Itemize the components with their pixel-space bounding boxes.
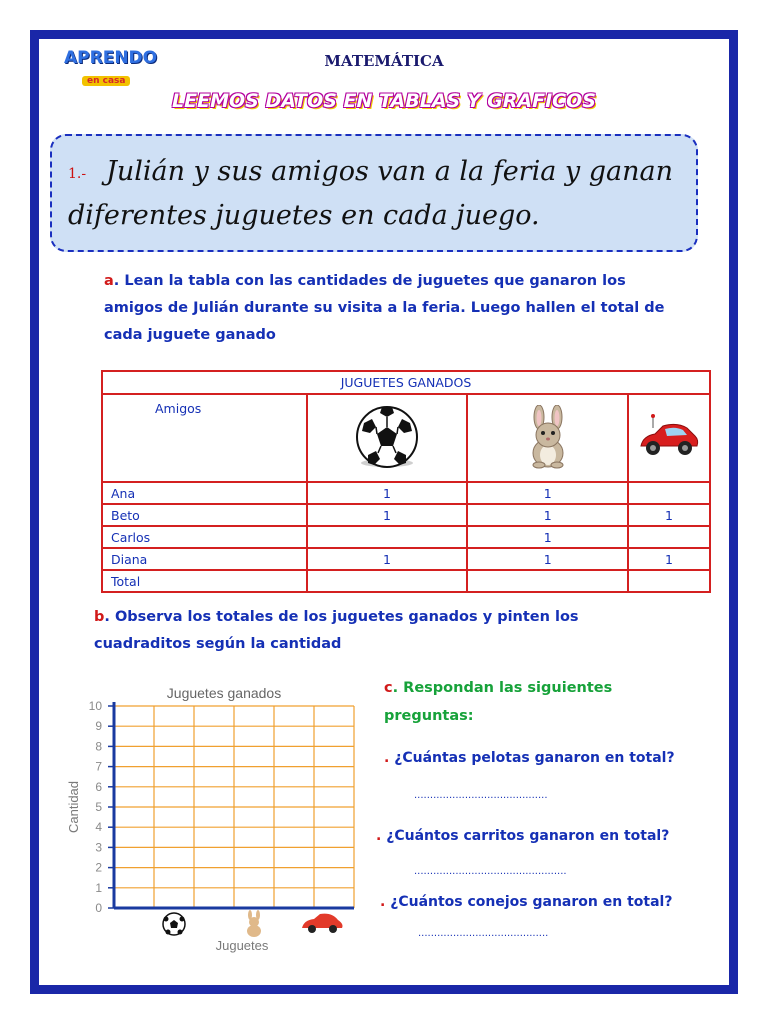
friend-name: Diana (102, 548, 307, 570)
rabbit-icon (523, 405, 573, 469)
question-bullet: . (384, 750, 390, 766)
column-ball (307, 394, 468, 482)
car-count (628, 482, 710, 504)
part-b-text: . Observa los totales de los juguetes ganados y pinten los cuadraditos según la cantidad (94, 609, 579, 652)
answer-blank-rabbits[interactable]: ......................................... (418, 928, 549, 939)
logo-title: APRENDO (64, 48, 158, 68)
rabbit-count: 1 (467, 504, 628, 526)
table-row (102, 504, 710, 526)
column-rabbit (467, 394, 628, 482)
rabbit-count: 1 (467, 548, 628, 570)
question-rabbits (380, 894, 672, 910)
ball-count (307, 526, 468, 548)
question-text: ¿Cuántos carritos ganaron en total? (386, 828, 670, 844)
ball-icon (352, 405, 422, 469)
question-bullet: . (380, 894, 386, 910)
rabbit-count: 1 (467, 526, 628, 548)
toys-bar-chart (64, 684, 364, 956)
y-tick-label: 8 (95, 739, 102, 754)
chart-title: Juguetes ganados (166, 685, 282, 701)
ball-count: 1 (307, 482, 468, 504)
ball-total-cell[interactable] (307, 570, 468, 592)
problem-box (50, 134, 698, 252)
y-tick-label: 10 (88, 699, 102, 713)
y-tick-label: 0 (95, 901, 102, 915)
question-bullet: . (376, 828, 382, 844)
x-axis-label: Juguetes (215, 938, 269, 953)
car-icon (637, 412, 701, 462)
y-tick-label: 4 (95, 820, 102, 835)
y-tick-label: 3 (95, 840, 102, 855)
problem-number: 1.- (68, 166, 87, 182)
y-tick-label: 6 (95, 779, 102, 794)
car-count: 1 (628, 548, 710, 570)
y-tick-label: 2 (95, 860, 102, 875)
car-count (628, 526, 710, 548)
y-tick-label: 7 (95, 759, 102, 774)
total-label: Total (102, 570, 307, 592)
y-tick-label: 9 (95, 719, 102, 734)
x-tick-car-icon (302, 914, 343, 933)
friend-name: Ana (102, 482, 307, 504)
subject-title: MATEMÁTICA (324, 52, 444, 70)
y-axis-label: Cantidad (66, 780, 81, 834)
table-row (102, 548, 710, 570)
header-amigos: Amigos (102, 394, 307, 482)
car-total-cell[interactable] (628, 570, 710, 592)
x-tick-rabbit-icon (247, 910, 261, 937)
answer-blank-cars[interactable]: ................................................ (414, 866, 567, 877)
question-balls (384, 750, 675, 766)
toys-table (101, 370, 711, 593)
answer-blank-balls[interactable]: .......................................... (414, 790, 548, 801)
page-headline: LEEMOS DATOS EN TABLAS Y GRAFICOS (172, 90, 596, 112)
table-row (102, 482, 710, 504)
part-b-letter: b (94, 609, 105, 625)
part-c-letter: c (384, 680, 393, 696)
table-row (102, 526, 710, 548)
total-row (102, 570, 710, 592)
table-caption: JUGUETES GANADOS (102, 371, 710, 394)
ball-count: 1 (307, 548, 468, 570)
part-c-heading (384, 674, 654, 730)
part-a-text: . Lean la tabla con las cantidades de juguetes que ganaron los amigos de Julián durante su visita a la feria. Luego hallen el total de cada juguete ganado (104, 273, 665, 343)
question-text: ¿Cuántas pelotas ganaron en total? (394, 750, 675, 766)
question-cars (376, 828, 669, 844)
question-text: ¿Cuántos conejos ganaron en total? (390, 894, 673, 910)
part-b-instructions (94, 604, 664, 658)
part-c-heading-text: . Respondan las siguientes preguntas: (384, 680, 613, 724)
friend-name: Beto (102, 504, 307, 526)
part-a-letter: a (104, 273, 114, 289)
problem-text: Julián y sus amigos van a la feria y ganan diferentes juguetes en cada juego. (68, 156, 673, 231)
y-tick-label: 1 (95, 880, 102, 895)
logo-subtitle: en casa (82, 76, 130, 86)
rabbit-total-cell[interactable] (467, 570, 628, 592)
problem-statement (68, 150, 688, 238)
ball-count: 1 (307, 504, 468, 526)
friend-name: Carlos (102, 526, 307, 548)
car-count: 1 (628, 504, 710, 526)
y-tick-label: 5 (95, 800, 102, 814)
column-car (628, 394, 710, 482)
x-tick-ball-icon (163, 913, 185, 935)
rabbit-count: 1 (467, 482, 628, 504)
part-a-instructions (104, 268, 684, 349)
